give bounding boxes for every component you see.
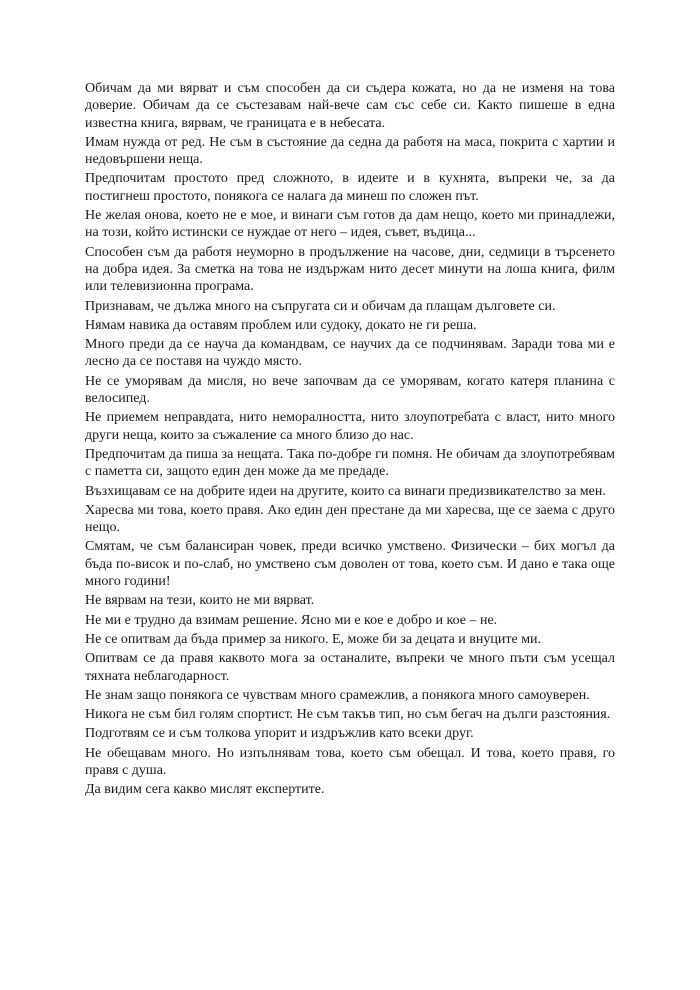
paragraph: Възхищавам се на добрите идеи на другите, които са винаги предизвикателство за мен. xyxy=(85,483,606,499)
paragraph: Способен съм да работя неуморно в продължение на часове, дни, седмици в търсенето на добра идея. За сметка на това не издържам нито десет минути на лоша книга, филм или телевизионна програма. xyxy=(85,244,615,295)
paragraph: Не се опитвам да бъда пример за никого. Е, може би за децата и внуците ми. xyxy=(85,631,542,647)
paragraph: Подготвям се и съм толкова упорит и издръжлив като всеки друг. xyxy=(85,726,474,742)
paragraph: Обичам да ми вярват и съм способен да си съдера кожата, но да не изменя на това доверие. Обичам да се състезавам най-вече сам със себе си. Както пишеше в една известна книга, вярвам, че границата е в небесата. xyxy=(85,81,615,131)
paragraph: Не знам защо понякога се чувствам много срамежлив, а понякога много самоуверен. xyxy=(85,687,590,703)
paragraph: Никога не съм бил голям спортист. Не съм такъв тип, но съм бегач на дълги разстояния. xyxy=(85,707,611,723)
paragraph: Признавам, че дължа много на съпругата си и обичам да плащам дълговете си. xyxy=(85,298,556,314)
paragraph: Много преди да се науча да командвам, се научих да се подчинявам. Заради това ми е лесно да се поставя на чуждо място. xyxy=(85,337,615,370)
paragraph: Да видим сега какво мислят експертите. xyxy=(85,782,325,798)
paragraph: Не ми е трудно да взимам решение. Ясно ми е кое е добро и кое – не. xyxy=(85,612,498,628)
paragraph: Нямам навика да оставям проблем или судоку, докато не ги реша. xyxy=(85,317,477,333)
paragraph: Имам нужда от ред. Не съм в състояние да седна да работя на маса, покрита с хартии и недовършени неща. xyxy=(85,134,615,168)
paragraph: Предпочитам да пиша за нещата. Така по-добре ги помня. Не обичам да злоупотребявам с паметта си, защото един ден може да ме предаде. xyxy=(85,446,615,480)
paragraph: Не желая онова, което не е мое, и винаги съм готов да дам нещо, което ми принадлежи, на този, който истински се нуждае от него – идея, съвет, въдица... xyxy=(85,208,615,241)
paragraph: Не се уморявам да мисля, но вече започвам да се уморявам, когато катеря планина с велосипед. xyxy=(85,373,615,407)
paragraph: Опитвам се да правя каквото мога за останалите, въпреки че много пъти съм усещал тяхната неблагодарност. xyxy=(85,651,615,684)
paragraph: Харесва ми това, което правя. Ако един ден престане да ми харесва, ще се заема с друго нещо. xyxy=(85,502,615,536)
paragraph: Не приемем неправдата, нито неморалността, нито злоупотребата с власт, нито много други неща, които за съжаление са много близо до нас. xyxy=(85,410,615,443)
paragraph: Предпочитам простото пред сложното, в идеите и в кухнята, въпреки че, за да постигнеш простото, понякога се налага да минеш по сложен път. xyxy=(85,171,615,204)
paragraph: Не обещавам много. Но изпълнявам това, което съм обещал. И това, което правя, го правя с душа. xyxy=(85,745,615,778)
paragraph: Смятам, че съм балансиран човек, преди всичко умствено. Физически – бих могъл да бъда по-висок и по-слаб, но умствено съм доволен от това, което съм. И дано е така още много години! xyxy=(85,539,615,590)
document-body xyxy=(85,80,615,801)
paragraph: Не вярвам на тези, които не ми вярват. xyxy=(85,593,315,609)
